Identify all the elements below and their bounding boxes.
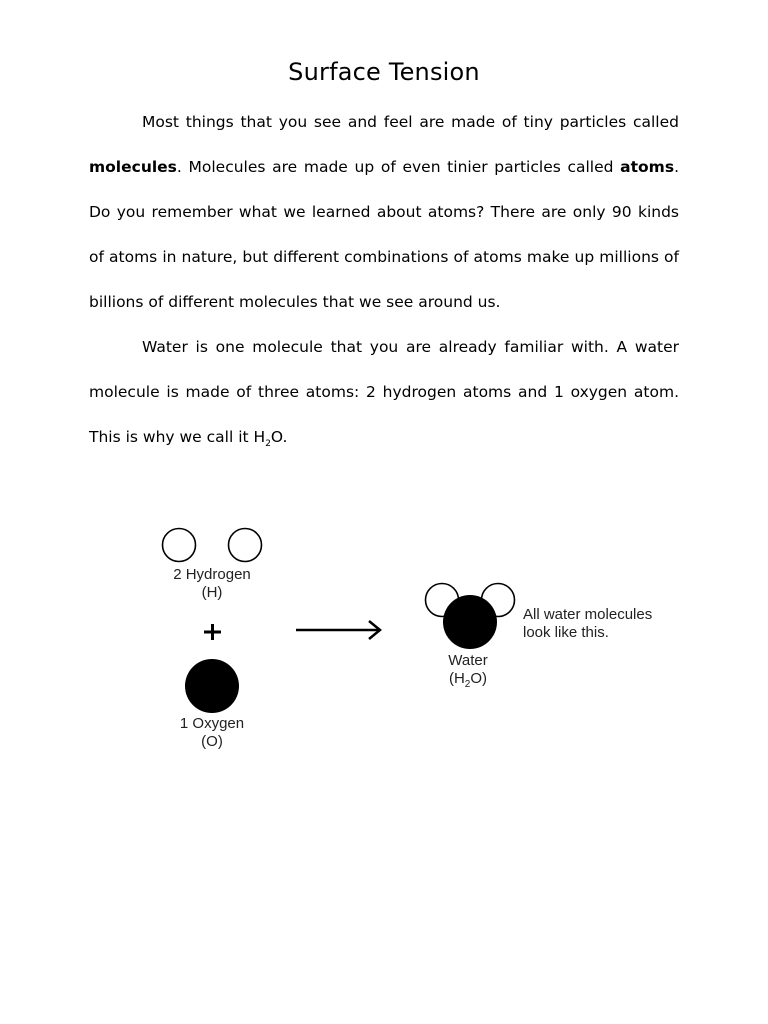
paragraph-water: Water is one molecule that you are already familiar with. A water molecule is made of three atoms: 2 hydrogen atoms and 1 oxygen atom. This is why we call it $H_2O$. <box>89 338 679 450</box>
paragraph-molecules: Most things that you see and feel are made of tiny particles called molecules. Molecules are made up of even tinier particles called atoms. Do you remember what we learned about atoms? There are only 90 kinds of atoms in nature, but different combinations of atoms make up millions of billions of different molecules that we see around us. <box>89 113 679 311</box>
oxygen-label: 1 Oxygen (O) <box>179 715 245 750</box>
water-formula: $(H_2O)$ <box>448 670 488 690</box>
hydrogen-atom-icon <box>163 529 196 562</box>
term-molecules: molecules <box>89 158 177 176</box>
water-caption: All water molecules look like this. <box>523 606 653 641</box>
oxygen-atom-icon <box>185 659 239 713</box>
page-title: Surface Tension <box>288 58 480 86</box>
term-atoms: atoms <box>620 158 675 176</box>
h2o-subscript: 2 <box>265 439 271 450</box>
water-label: Water $(H_2O)$ <box>420 652 516 694</box>
water-oxygen-icon <box>443 595 497 649</box>
hydrogen-atom-icon <box>229 529 262 562</box>
hydrogen-label: 2 Hydrogen (H) <box>173 566 251 601</box>
